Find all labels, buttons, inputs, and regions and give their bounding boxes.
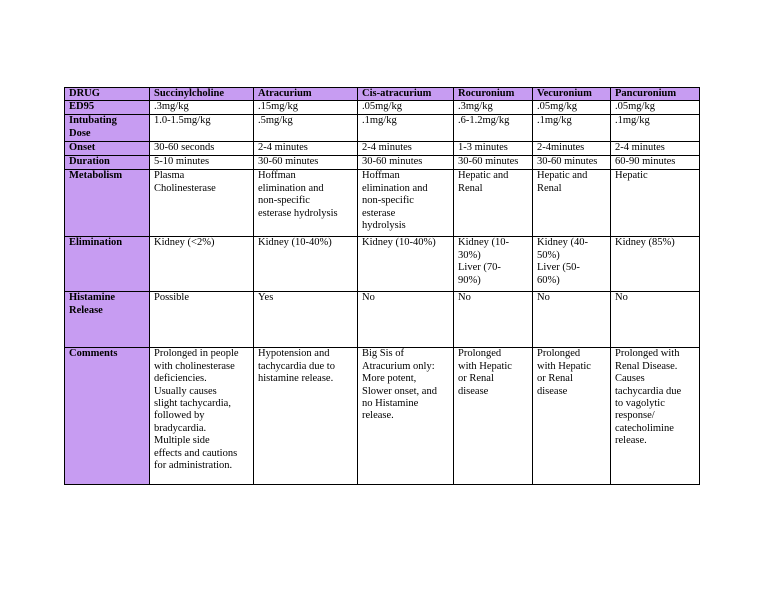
header-pancuronium: Pancuronium [611,88,700,101]
table-cell: 60-90 minutes [611,156,700,170]
table-cell: 2-4 minutes [358,142,454,156]
table-cell: 30-60 minutes [254,156,358,170]
row-label-comments: Comments [65,348,150,485]
header-succinylcholine: Succinylcholine [150,88,254,101]
table-cell: Hepatic and Renal [454,170,533,237]
header-rocuronium: Rocuronium [454,88,533,101]
table-cell: Yes [254,292,358,348]
table-header-row [65,88,700,101]
drug-comparison-table [64,87,700,485]
table-cell: .15mg/kg [254,101,358,115]
table-cell: No [454,292,533,348]
table-row [65,115,700,142]
table-cell: Kidney (10-40%) [254,237,358,292]
table-cell: Possible [150,292,254,348]
table-cell: Hypotension and tachycardia due to histamine release. [254,348,358,485]
table-cell: 30-60 seconds [150,142,254,156]
table-cell: Kidney (<2%) [150,237,254,292]
table-cell: No [533,292,611,348]
table-cell: Prolonged with Renal Disease. Causes tachycardia due to vagolytic response/ catecholimine release. [611,348,700,485]
table-cell: Hoffman elimination and non-specific esterase hydrolysis [254,170,358,237]
table-row [65,156,700,170]
header-cis-atracurium: Cis-atracurium [358,88,454,101]
table-row [65,348,700,485]
table-cell: 30-60 minutes [358,156,454,170]
table-cell: .1mg/kg [611,115,700,142]
table-cell: Big Sis of Atracurium only: More potent, Slower onset, and no Histamine release. [358,348,454,485]
table-cell: .5mg/kg [254,115,358,142]
table-cell: Kidney (10-40%) [358,237,454,292]
table-cell: Prolonged in people with cholinesterase deficiencies. Usually causes slight tachycardia, followed by bradycardia. Multiple side effects and cautions for administration. [150,348,254,485]
table-cell: Kidney (10- 30%) Liver (70- 90%) [454,237,533,292]
row-label-histamine-release: Histamine Release [65,292,150,348]
table-row [65,170,700,237]
table-row [65,292,700,348]
row-label-duration: Duration [65,156,150,170]
table-cell: 1.0-1.5mg/kg [150,115,254,142]
table-cell: 2-4 minutes [611,142,700,156]
table-cell: 2-4 minutes [254,142,358,156]
table-cell: No [358,292,454,348]
row-label-ed95: ED95 [65,101,150,115]
table-cell: Hoffman elimination and non-specific esterase hydrolysis [358,170,454,237]
table-cell: Kidney (40- 50%) Liver (50- 60%) [533,237,611,292]
table-cell: 5-10 minutes [150,156,254,170]
table-cell: Kidney (85%) [611,237,700,292]
table-cell: Prolonged with Hepatic or Renal disease [533,348,611,485]
row-label-onset: Onset [65,142,150,156]
row-label-metabolism: Metabolism [65,170,150,237]
table-cell: 30-60 minutes [533,156,611,170]
table-cell: Prolonged with Hepatic or Renal disease [454,348,533,485]
table-row [65,142,700,156]
table-cell: 30-60 minutes [454,156,533,170]
table-cell: Hepatic and Renal [533,170,611,237]
table-row [65,101,700,115]
table-cell: .05mg/kg [611,101,700,115]
table-cell: Hepatic [611,170,700,237]
row-label-intubating-dose: Intubating Dose [65,115,150,142]
table-cell: .05mg/kg [533,101,611,115]
table-cell: .6-1.2mg/kg [454,115,533,142]
header-atracurium: Atracurium [254,88,358,101]
table-cell: .1mg/kg [358,115,454,142]
header-drug: DRUG [65,88,150,101]
table-cell: 2-4minutes [533,142,611,156]
header-vecuronium: Vecuronium [533,88,611,101]
table-row [65,237,700,292]
table-cell: No [611,292,700,348]
table-cell: Plasma Cholinesterase [150,170,254,237]
row-label-elimination: Elimination [65,237,150,292]
table-cell: .3mg/kg [150,101,254,115]
table-cell: .1mg/kg [533,115,611,142]
table-cell: .3mg/kg [454,101,533,115]
table-cell: 1-3 minutes [454,142,533,156]
table-cell: .05mg/kg [358,101,454,115]
